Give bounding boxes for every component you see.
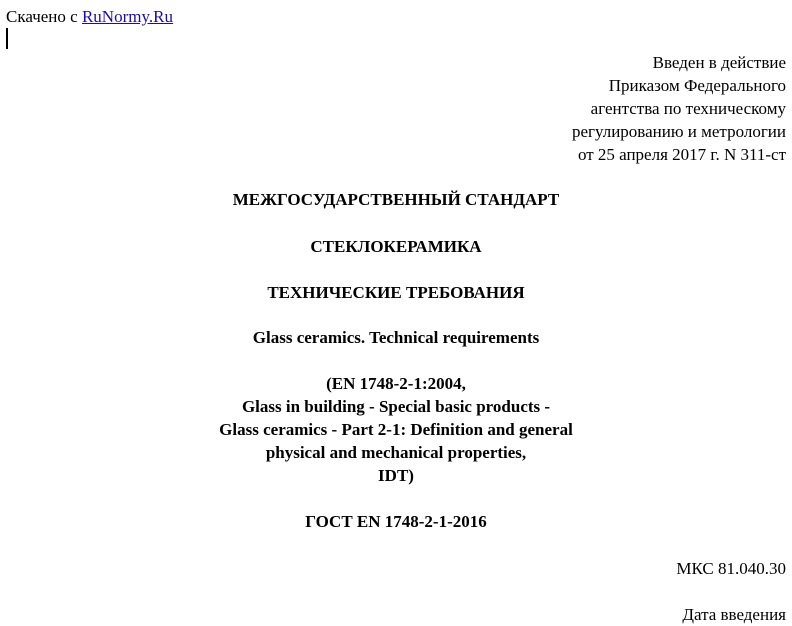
- intro-date-label: Дата введения: [682, 605, 786, 624]
- reference-line: physical and mechanical properties,: [265, 443, 527, 462]
- standard-type-heading: МЕЖГОСУДАРСТВЕННЫЙ СТАНДАРТ: [232, 190, 560, 209]
- requirements-heading: ТЕХНИЧЕСКИЕ ТРЕБОВАНИЯ: [267, 283, 525, 302]
- enactment-line: от 25 апреля 2017 г. N 311-ст: [577, 145, 786, 164]
- enactment-line: Приказом Федерального: [608, 76, 786, 95]
- source-line: [6, 7, 173, 27]
- source-link[interactable]: RuNormy.Ru: [81, 7, 173, 26]
- enactment-line: агентства по техническому: [590, 99, 786, 118]
- enactment-line: Введен в действие: [652, 53, 786, 72]
- reference-line: IDT): [378, 466, 414, 485]
- source-prefix: Скачено с: [6, 7, 78, 26]
- enactment-note: [572, 51, 786, 166]
- english-title: Glass ceramics. Technical requirements: [252, 328, 540, 347]
- reference-line: Glass ceramics - Part 2-1: Definition and general: [219, 420, 573, 439]
- text-cursor: [6, 28, 8, 49]
- enactment-line: регулированию и метрологии: [571, 122, 786, 141]
- mks-code: МКС 81.040.30: [676, 559, 786, 578]
- reference-line: (EN 1748-2-1:2004,: [326, 374, 466, 393]
- reference-line: Glass in building - Special basic products -: [241, 397, 551, 416]
- gost-code: ГОСТ EN 1748-2-1-2016: [305, 512, 487, 531]
- reference-block: [0, 372, 792, 487]
- subject-heading: СТЕКЛОКЕРАМИКА: [310, 237, 482, 256]
